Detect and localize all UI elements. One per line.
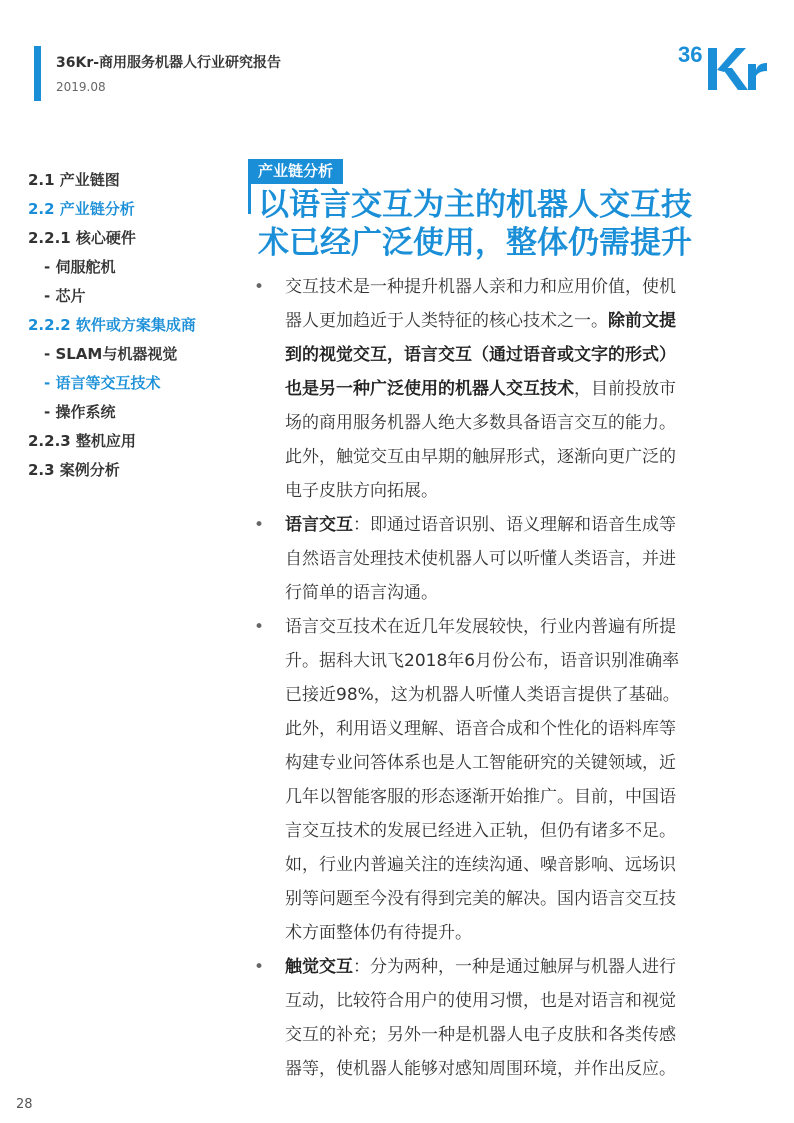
text-run: 此外，触觉交互由早期的触屏形式，逐渐向更广泛的 xyxy=(285,447,676,467)
body-content xyxy=(252,270,752,1086)
paragraph-line xyxy=(285,678,752,712)
paragraph-line xyxy=(285,610,752,644)
bold-text: 触觉交互 xyxy=(285,957,353,977)
toc-item[interactable]: 2.3 案例分析 xyxy=(28,461,120,479)
toc-item[interactable]: - SLAM与机器视觉 xyxy=(44,345,178,363)
page-number: 28 xyxy=(16,1097,33,1112)
text-run: 如，行业内普遍关注的连续沟通、噪音影响、远场识 xyxy=(285,855,676,875)
table-of-contents xyxy=(28,166,238,485)
text-run: 互动，比较符合用户的使用习惯，也是对语言和视觉 xyxy=(285,991,676,1011)
text-run: 几年以智能客服的形态逐渐开始推广。目前，中国语 xyxy=(285,787,676,807)
paragraph-line xyxy=(285,372,752,406)
text-run: ：分为两种，一种是通过触屏与机器人进行 xyxy=(353,957,676,977)
paragraph-line xyxy=(285,746,752,780)
text-run: 言交互技术的发展已经进入正轨，但仍有诸多不足。 xyxy=(285,821,676,841)
bullet-paragraph xyxy=(252,610,752,950)
bullet-paragraph xyxy=(252,270,752,508)
toc-item[interactable]: 2.2.3 整机应用 xyxy=(28,432,136,450)
section-tag: 产业链分析 xyxy=(248,159,343,184)
paragraph-line xyxy=(285,474,752,508)
paragraph-line xyxy=(285,848,752,882)
text-run: 语言交互技术在近几年发展较快，行业内普遍有所提 xyxy=(285,617,676,637)
paragraph-line xyxy=(285,950,752,984)
text-run: 已接近98%，这为机器人听懂人类语言提供了基础。 xyxy=(285,685,680,705)
bullet-dot: • xyxy=(254,277,265,297)
toc-item[interactable]: 2.2.2 软件或方案集成商 xyxy=(28,316,196,334)
report-title: 36Kr-商用服务机器人行业研究报告 xyxy=(56,55,282,71)
paragraph-line xyxy=(285,1018,752,1052)
bullet-paragraph xyxy=(252,508,752,610)
heading-accent-bar xyxy=(248,184,251,214)
text-run: 升。据科大讯飞2018年6月份公布，语音识别准确率 xyxy=(285,651,680,671)
page-heading xyxy=(258,186,738,262)
svg-text:36: 36 xyxy=(678,42,703,67)
text-run: 自然语言处理技术使机器人可以听懂人类语言，并进 xyxy=(285,549,676,569)
bold-text: 到的视觉交互，语言交互（通过语音或文字的形式） xyxy=(285,345,676,365)
toc-item[interactable]: - 伺服舵机 xyxy=(44,258,116,276)
paragraph-line xyxy=(285,1052,752,1086)
text-run: 别等问题至今没有得到完美的解决。国内语言交互技 xyxy=(285,889,676,909)
toc-item[interactable]: - 语言等交互技术 xyxy=(44,374,161,392)
text-run: 此外，利用语义理解、语音合成和个性化的语料库等 xyxy=(285,719,676,739)
paragraph-line xyxy=(285,406,752,440)
text-run: 器人更加趋近于人类特征的核心技术之一。 xyxy=(285,311,608,331)
toc-item[interactable]: 2.1 产业链图 xyxy=(28,171,120,189)
toc-item[interactable]: 2.2.1 核心硬件 xyxy=(28,229,136,247)
paragraph-line xyxy=(285,304,752,338)
bullet-paragraph xyxy=(252,950,752,1086)
paragraph-line xyxy=(285,338,752,372)
paragraph-line xyxy=(285,712,752,746)
toc-item[interactable]: 2.2 产业链分析 xyxy=(28,200,135,218)
text-run: 器等，使机器人能够对感知周围环境，并作出反应。 xyxy=(285,1059,676,1079)
text-run: 行简单的语言沟通。 xyxy=(285,583,438,603)
text-run: ，目前投放市 xyxy=(574,379,676,399)
paragraph-line xyxy=(285,508,752,542)
bullet-dot: • xyxy=(254,515,265,535)
bold-text: 也是另一种广泛使用的机器人交互技术 xyxy=(285,379,574,399)
text-run: 构建专业问答体系也是人工智能研究的关键领域，近 xyxy=(285,753,676,773)
toc-item[interactable]: - 芯片 xyxy=(44,287,86,305)
report-date: 2019.08 xyxy=(56,80,106,94)
paragraph-line xyxy=(285,542,752,576)
paragraph-line xyxy=(285,984,752,1018)
paragraph-line xyxy=(285,270,752,304)
paragraph-line xyxy=(285,814,752,848)
paragraph-line xyxy=(285,576,752,610)
paragraph-line xyxy=(285,916,752,950)
header-accent-bar xyxy=(34,46,41,101)
page-heading-line: 以语言交互为主的机器人交互技 xyxy=(258,187,692,223)
text-run: 术方面整体仍有待提升。 xyxy=(285,923,472,943)
text-run: 场的商用服务机器人绝大多数具备语言交互的能力。 xyxy=(285,413,676,433)
text-run: ：即通过语音识别、语义理解和语音生成等 xyxy=(353,515,676,535)
toc-item[interactable]: - 操作系统 xyxy=(44,403,116,421)
bold-text: 语言交互 xyxy=(285,515,353,535)
paragraph-line xyxy=(285,644,752,678)
paragraph-line xyxy=(285,440,752,474)
bullet-dot: • xyxy=(254,617,265,637)
36kr-logo xyxy=(676,38,768,98)
text-run: 交互的补充；另外一种是机器人电子皮肤和各类传感 xyxy=(285,1025,676,1045)
bold-text: 除前文提 xyxy=(608,311,676,331)
bullet-dot: • xyxy=(254,957,265,977)
text-run: 交互技术是一种提升机器人亲和力和应用价值，使机 xyxy=(285,277,676,297)
paragraph-line xyxy=(285,882,752,916)
paragraph-line xyxy=(285,780,752,814)
text-run: 电子皮肤方向拓展。 xyxy=(285,481,438,501)
page-heading-line: 术已经广泛使用，整体仍需提升 xyxy=(258,225,692,261)
